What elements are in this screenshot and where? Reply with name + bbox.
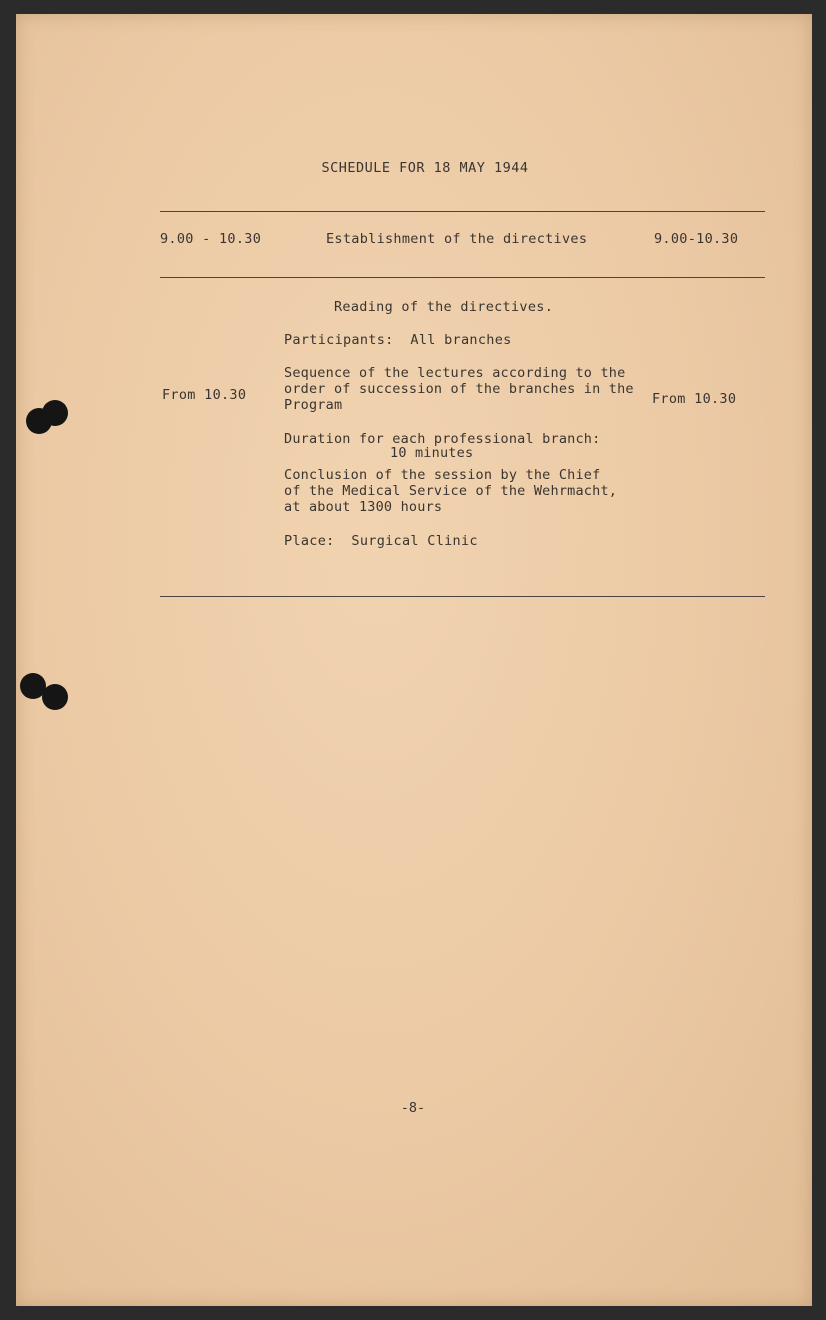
sequence-line: Program — [284, 397, 343, 413]
row2-participants: Participants: All branches — [284, 332, 512, 348]
row2-heading: Reading of the directives. — [334, 299, 554, 315]
row2-place: Place: Surgical Clinic — [284, 533, 478, 549]
row1-time-left: 9.00 - 10.30 — [160, 231, 262, 247]
page-number: -8- — [400, 1100, 426, 1116]
row2-sequence — [284, 365, 644, 413]
row2-conclusion — [284, 467, 644, 515]
conclusion-line: at about 1300 hours — [284, 499, 443, 515]
divider — [160, 277, 765, 278]
row1-time-right: 9.00-10.30 — [654, 231, 739, 247]
divider — [160, 211, 765, 212]
punch-hole — [42, 684, 68, 710]
duration-line: Duration for each professional branch: — [284, 431, 601, 447]
row2-time-right: From 10.30 — [652, 391, 737, 407]
sequence-line: Sequence of the lectures according to the — [284, 365, 626, 381]
row2-time-left: From 10.30 — [162, 387, 247, 403]
document-title: SCHEDULE FOR 18 MAY 1944 — [321, 160, 529, 176]
conclusion-line: of the Medical Service of the Wehrmacht, — [284, 483, 618, 499]
conclusion-line: Conclusion of the session by the Chief — [284, 467, 601, 483]
punch-hole — [42, 400, 68, 426]
divider — [160, 596, 765, 597]
row1-event: Establishment of the directives — [326, 231, 588, 247]
duration-value: 10 minutes — [390, 445, 474, 461]
row2-duration — [284, 432, 644, 460]
sequence-line: order of succession of the branches in the — [284, 381, 634, 397]
